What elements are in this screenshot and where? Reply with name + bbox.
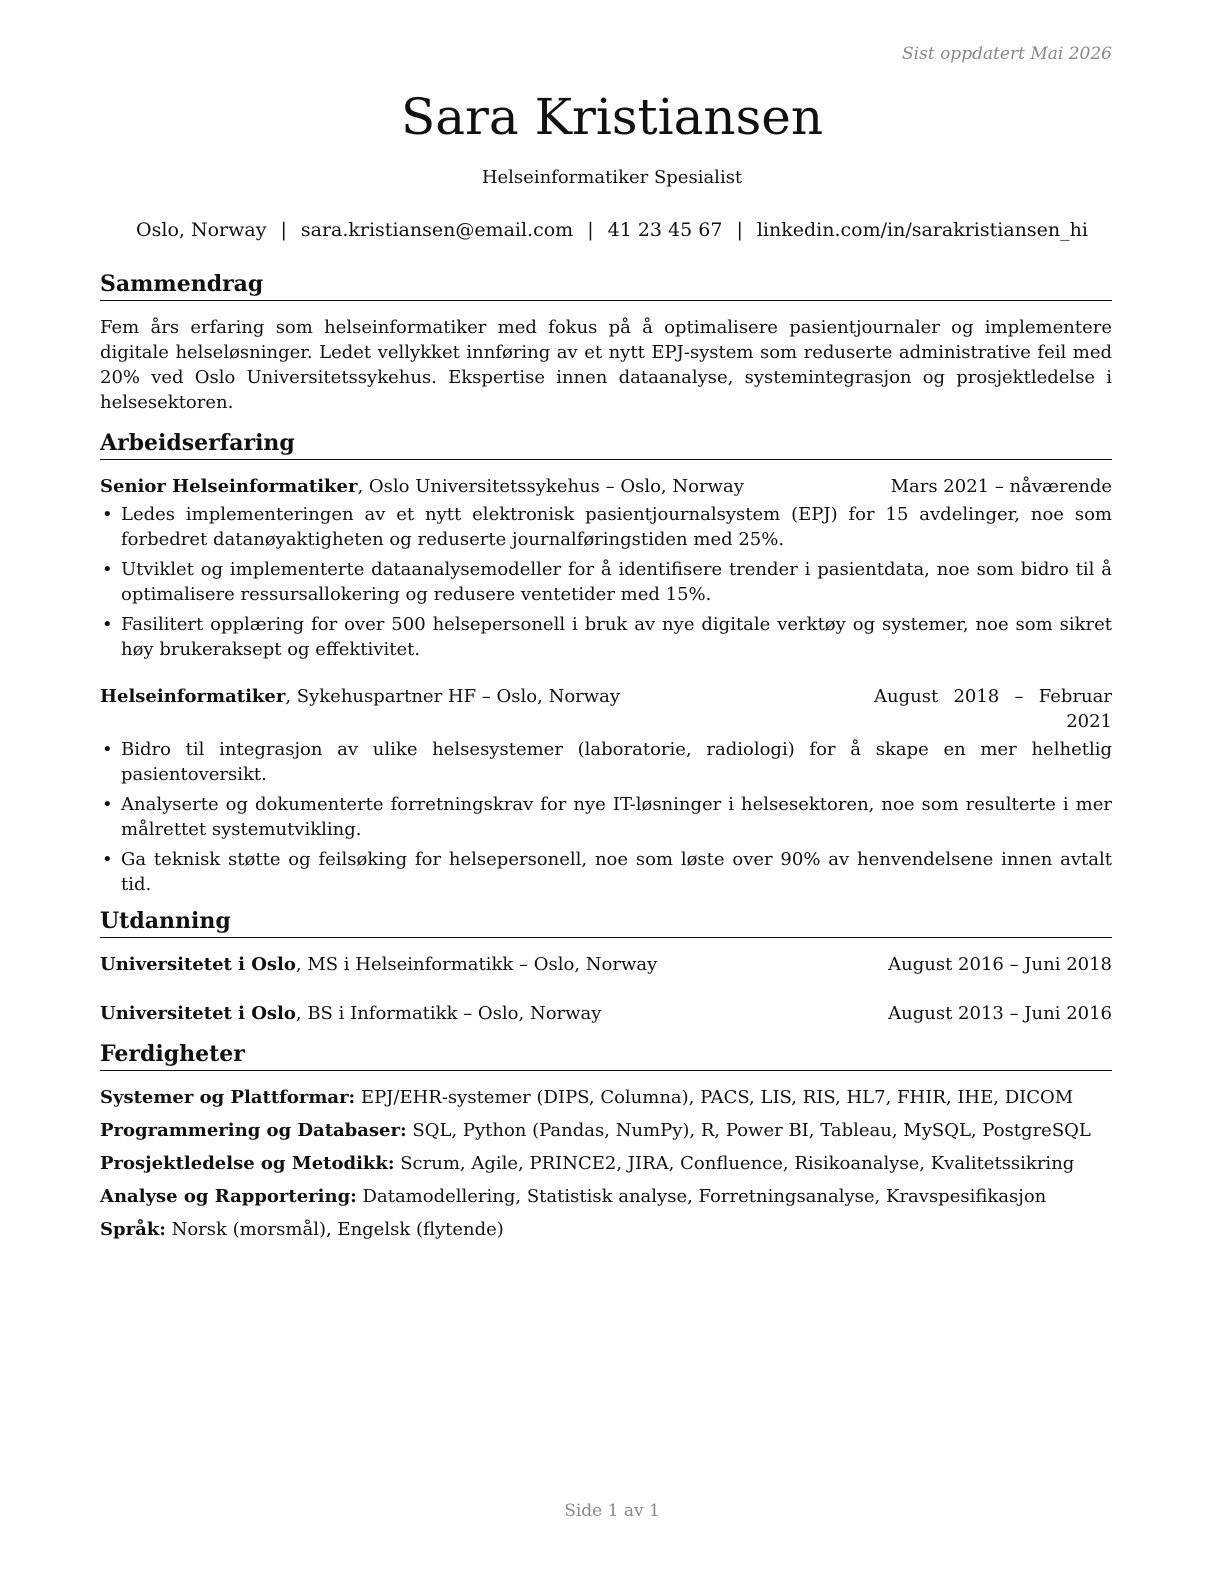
skill-label: Prosjektledelse og Metodikk: (100, 1153, 395, 1174)
education-degree: , BS i Informatikk – Oslo, Norway (295, 1003, 602, 1024)
education-section (100, 907, 1112, 1026)
job-title: Senior Helseinformatiker (100, 476, 358, 497)
job-org: , Oslo Universitetssykehus – Oslo, Norway (357, 476, 744, 497)
job-header (100, 474, 1112, 499)
candidate-name: Sara Kristiansen (400, 88, 824, 146)
skill-label: Systemer og Plattformar: (100, 1087, 356, 1108)
contact-linkedin[interactable]: linkedin.com/in/sarakristiansen_hi (756, 219, 1088, 241)
job-entry (100, 684, 1112, 897)
education-school: Universitetet i Oslo (100, 1003, 296, 1024)
skill-value: SQL, Python (Pandas, NumPy), R, Power BI, Tableau, MySQL, PostgreSQL (406, 1120, 1091, 1141)
skill-row (100, 1151, 1112, 1176)
section-title-skills: Ferdigheter (100, 1040, 1112, 1071)
contact-location: Oslo, Norway (136, 219, 267, 241)
skill-row (100, 1217, 1112, 1242)
skills-section (100, 1040, 1112, 1242)
last-updated: Sist oppdatert Mai 2026 (902, 44, 1112, 64)
education-dates: August 2013 – Juni 2016 (888, 1003, 1112, 1024)
skill-label: Analyse og Rapportering: (100, 1186, 357, 1207)
skill-row (100, 1118, 1112, 1143)
section-title-education: Utdanning (100, 907, 1112, 938)
education-school: Universitetet i Oslo (100, 954, 296, 975)
education-entry (100, 1001, 1112, 1026)
job-bullet: • Fasilitert opplæring for over 500 helsepersonell i bruk av nye digitale verktøy og systemer, noe som sikret høy brukeraksept og effektivitet. (100, 612, 1112, 662)
contact-phone: 41 23 45 67 (607, 219, 723, 241)
skill-row (100, 1085, 1112, 1110)
section-title-summary: Sammendrag (100, 270, 1112, 301)
job-bullets (100, 502, 1112, 662)
job-org: , Sykehuspartner HF – Oslo, Norway (285, 686, 621, 707)
skill-label: Språk: (100, 1219, 166, 1240)
contact-line (0, 219, 1224, 241)
contact-separator: | (587, 219, 594, 241)
job-entry (100, 474, 1112, 662)
skill-value: EPJ/EHR-systemer (DIPS, Columna), PACS, LIS, RIS, HL7, FHIR, IHE, DICOM (355, 1087, 1074, 1108)
summary-text: Fem års erfaring som helseinformatiker med fokus på å optimalisere pasientjournaler og implementere digitale helseløsninger. Ledet vellykket innføring av et nytt EPJ-system som reduserte administrative feil med 20% ved Oslo Universitetssykehus. Ekspertise innen dataanalyse, systemintegrasjon og prosjektledelse i helsesektoren. (100, 317, 1112, 413)
job-bullet: • Ga teknisk støtte og feilsøking for helsepersonell, noe som løste over 90% av henvendelsene innen avtalt tid. (100, 847, 1112, 897)
skill-value: Scrum, Agile, PRINCE2, JIRA, Confluence, Risikoanalyse, Kvalitetssikring (394, 1153, 1075, 1174)
education-entry (100, 952, 1112, 977)
skill-row (100, 1184, 1112, 1209)
skill-value: Norsk (morsmål), Engelsk (flytende) (165, 1219, 504, 1240)
job-title: Helseinformatiker (100, 686, 286, 707)
candidate-role: Helseinformatiker Spesialist (481, 167, 743, 188)
page-number: Side 1 av 1 (564, 1501, 660, 1521)
section-title-experience: Arbeidserfaring (100, 429, 1112, 460)
job-dates: Mars 2021 – nåværende (890, 476, 1112, 497)
job-bullet: • Bidro til integrasjon av ulike helsesystemer (laboratorie, radiologi) for å skape en mer helhetlig pasientoversikt. (100, 737, 1112, 787)
skill-value: Datamodellering, Statistisk analyse, Forretningsanalyse, Kravspesifikasjon (356, 1186, 1047, 1207)
education-dates: August 2016 – Juni 2018 (888, 954, 1112, 975)
job-dates: August 2018 – Februar 2021 (874, 686, 1112, 732)
skill-label: Programmering og Databaser: (100, 1120, 407, 1141)
job-header (100, 684, 1112, 734)
job-bullet: • Utviklet og implementerte dataanalysemodeller for å identifisere trender i pasientdata, noe som bidro til å optimalisere ressursallokering og redusere ventetider med 15%. (100, 557, 1112, 607)
job-bullet: • Ledes implementeringen av et nytt elektronisk pasientjournalsystem (EPJ) for 15 avdelinger, noe som forbedret datanøyaktigheten og reduserte journalføringstiden med 25%. (100, 502, 1112, 552)
education-degree: , MS i Helseinformatikk – Oslo, Norway (295, 954, 658, 975)
job-bullet: • Analyserte og dokumenterte forretningskrav for nye IT-løsninger i helsesektoren, noe som resulterte i mer målrettet systemutvikling. (100, 792, 1112, 842)
contact-separator: | (736, 219, 743, 241)
contact-email[interactable]: sara.kristiansen@email.com (300, 219, 574, 241)
job-bullets (100, 737, 1112, 897)
resume-content (100, 270, 1112, 1242)
contact-separator: | (280, 219, 287, 241)
experience-section (100, 429, 1112, 897)
